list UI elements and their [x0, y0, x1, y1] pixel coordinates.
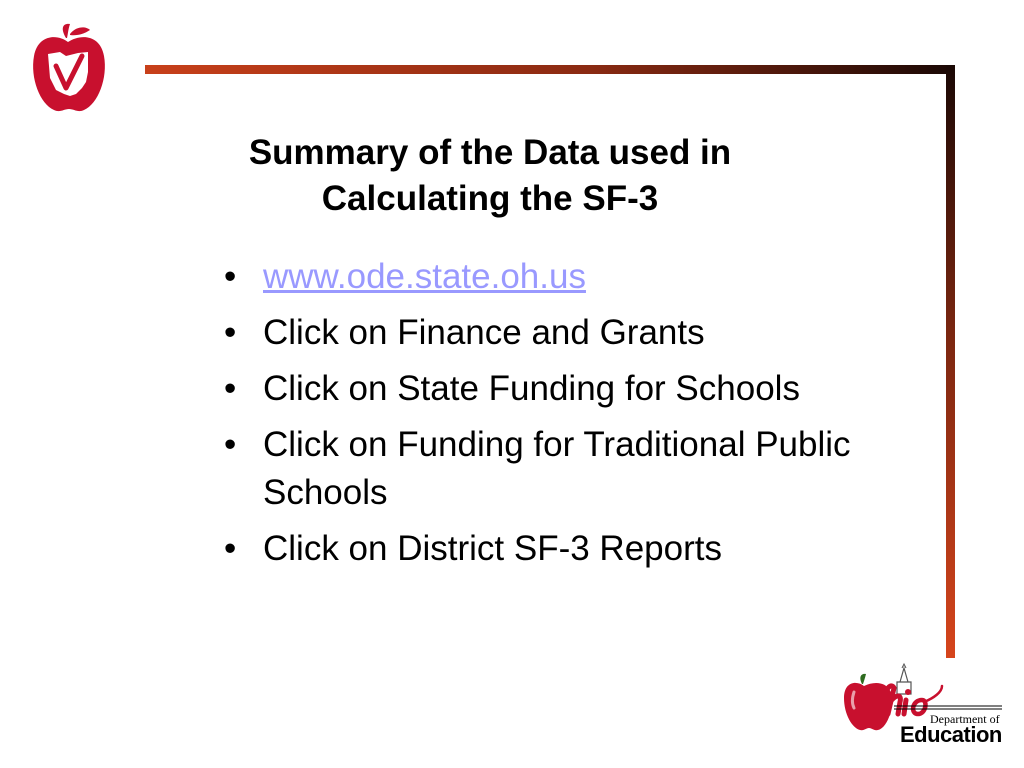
bullet-dot: •: [224, 529, 237, 568]
bullet-item-finance: [224, 309, 934, 357]
bullet-text: Click on Finance and Grants: [263, 313, 705, 352]
website-link[interactable]: www.ode.state.oh.us: [263, 257, 586, 296]
bullet-item-state-funding: [224, 365, 934, 413]
bullet-text: Click on State Funding for Schools: [263, 369, 800, 408]
bullet-list: [224, 253, 934, 581]
top-accent-bar: [145, 65, 955, 74]
bullet-item-district-reports: [224, 525, 934, 573]
title-line-2: Calculating the SF-3: [321, 179, 659, 218]
bullet-dot: •: [224, 369, 237, 408]
apple-checkmark-icon: [30, 22, 108, 114]
ode-education-text: Education: [900, 722, 1002, 747]
bullet-dot: •: [224, 313, 237, 352]
bullet-text: Click on District SF-3 Reports: [263, 529, 722, 568]
slide-title: [150, 130, 830, 222]
bullet-item-website: [224, 253, 934, 301]
ode-dept-text: Department of: [930, 712, 1000, 726]
bullet-text: Click on Funding for Traditional Public Schools: [263, 425, 851, 512]
bullet-item-traditional-funding: [224, 421, 934, 517]
bullet-dot: •: [224, 425, 237, 464]
right-accent-bar: [946, 65, 955, 658]
title-line-1: Summary of the Data used in: [248, 133, 732, 172]
bullet-dot: •: [224, 257, 237, 296]
